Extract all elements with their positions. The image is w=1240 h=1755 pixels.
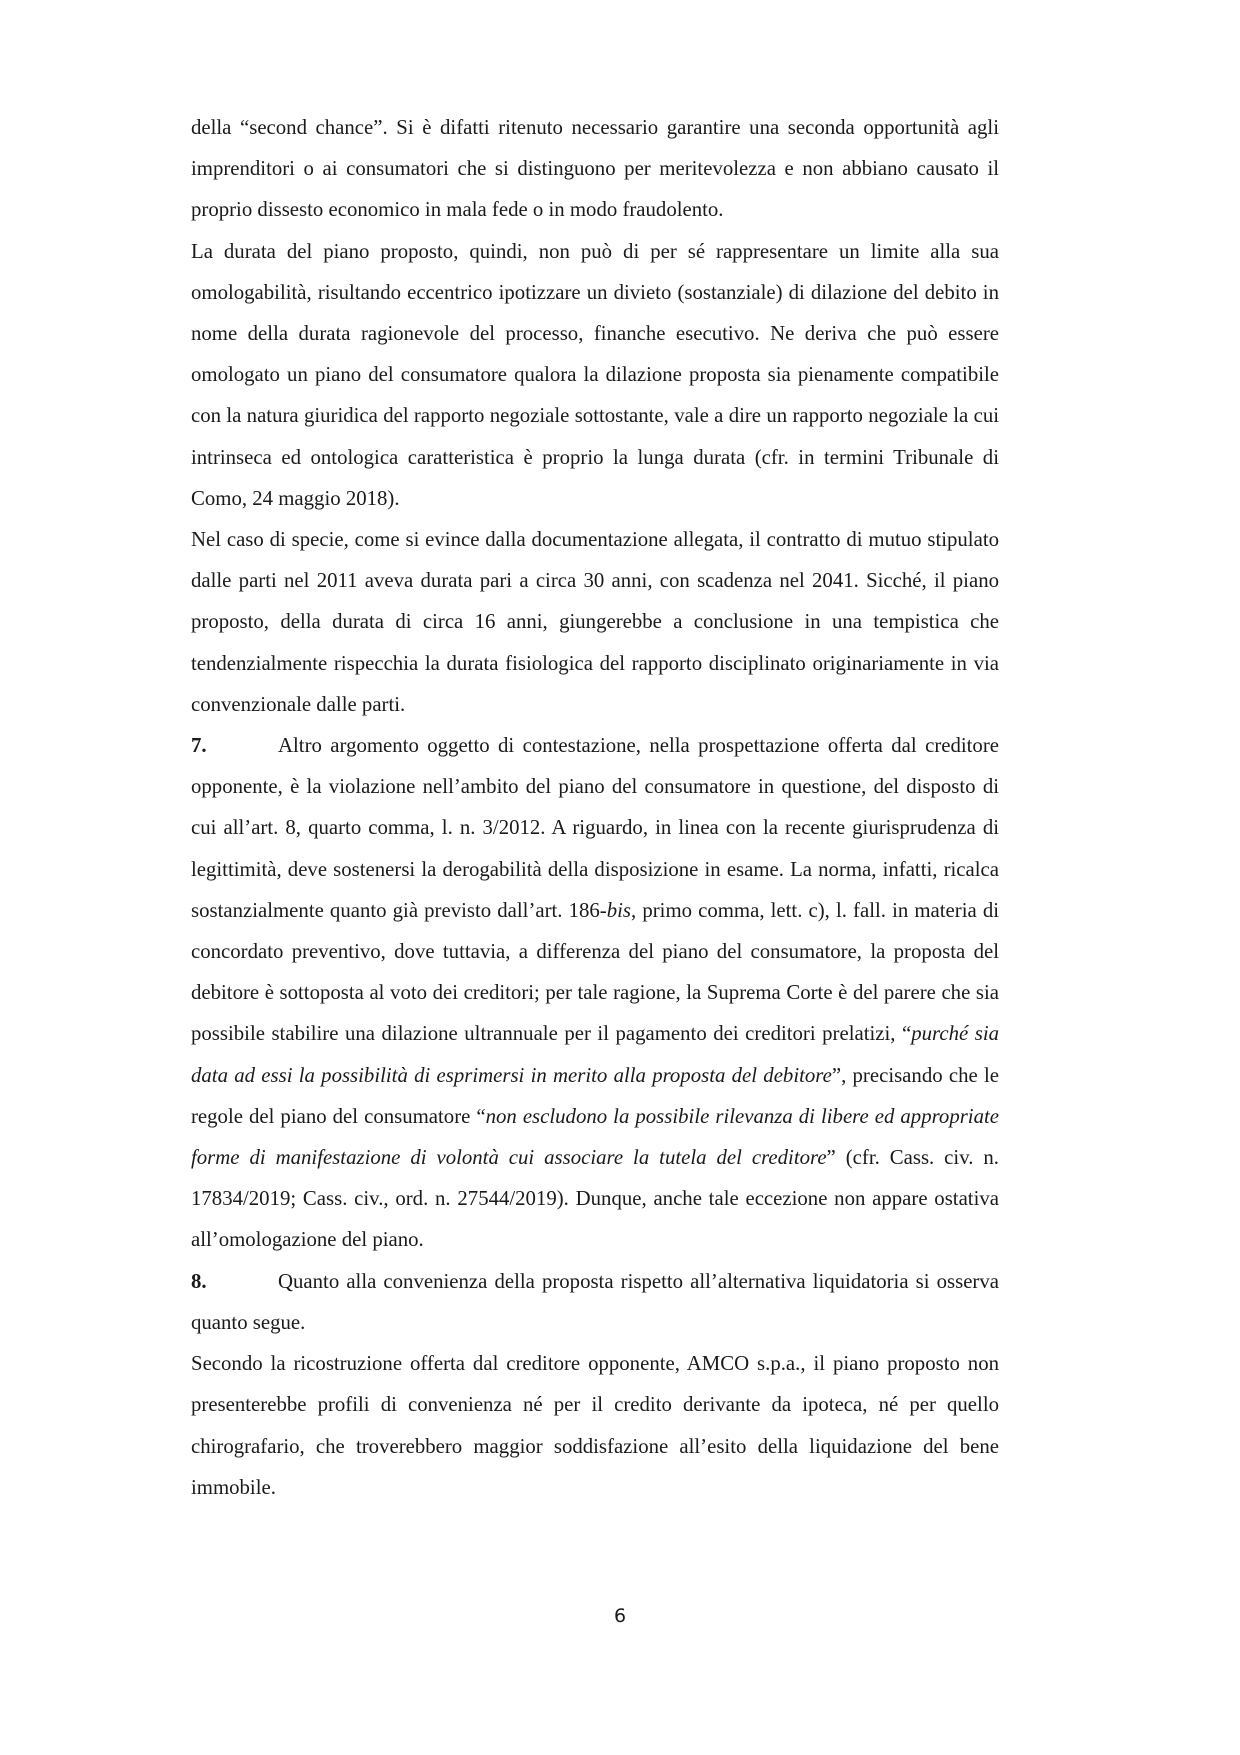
document-body (191, 107, 999, 1508)
numbered-paragraph (191, 1261, 999, 1343)
paragraph-text: ”, precisando che le regole del piano del consumatore “ (191, 1063, 999, 1128)
quotation-italic: purché sia data ad essi la possibilità di esprimersi in merito alla proposta del debitore (191, 1022, 1000, 1087)
paragraph-text-italic: bis (606, 898, 632, 922)
paragraph-text: ” (cfr. Cass. civ. n. 17834/2019; Cass. civ., ord. n. 27544/2019). Dunque, anche tale eccezione non appare ostativa all’omologazione del piano. (191, 1146, 999, 1252)
paragraph-text: Secondo la ricostruzione offerta dal creditore opponente, AMCO s.p.a., il piano proposto non presenterebbe profili di convenienza né per il credito derivante da ipoteca, né per quello chirografario, che troverebbero maggior soddisfazione all’esito della liquidazione del bene immobile. (191, 1352, 999, 1499)
paragraph-text: Altro argomento oggetto di contestazione, nella prospettazione offerta dal creditore opponente, è la violazione nell’ambito del piano del consumatore in questione, del disposto di cui all’art. 8, quarto comma, l. n. 3/2012. A riguardo, in linea con la recente giurisprudenza di legittimità, deve sostenersi la derogabilità della disposizione in esame. La norma, infatti, ricalca sostanzialmente quanto già previsto dall’art. 186- (191, 734, 999, 922)
paragraph-text: , primo comma, lett. c), l. fall. in materia di concordato preventivo, dove tuttavia, a differenza del piano del consumatore, la proposta del debitore è sottoposta al voto dei creditori; per tale ragione, la Suprema Corte è del parere che sia possibile stabilire una dilazione ultrannuale per il pagamento dei creditori prelatizi, “ (191, 898, 999, 1046)
paragraph-text: La durata del piano proposto, quindi, non può di per sé rappresentare un limite alla sua omologabilità, risultando eccentrico ipotizzare un divieto (sostanziale) di dilazione del debito in nome della durata ragionevole del processo, finanche esecutivo. Ne deriva che può essere omologato un piano del consumatore qualora la dilazione proposta sia pienamente compatibile con la natura giuridica del rapporto negoziale sottostante, vale a dire un rapporto negoziale la cui intrinseca ed ontologica caratteristica è proprio la lunga durata (cfr. in termini Tribunale di Como, 24 maggio 2018). (191, 239, 999, 510)
paragraph (191, 107, 999, 231)
paragraph (191, 519, 999, 725)
paragraph-number: 7. (191, 734, 207, 758)
quotation-italic: non escludono la possibile rilevanza di libere ed appropriate forme di manifestazione di volontà cui associare la tutela del creditore (191, 1104, 999, 1170)
paragraph-text: della “second chance”. Si è difatti ritenuto necessario garantire una seconda opportunità agli imprenditori o ai consumatori che si distinguono per meritevolezza e non abbiano causato il proprio dissesto economico in mala fede o in modo fraudolento. (191, 116, 999, 222)
paragraph-text: Quanto alla convenienza della proposta rispetto all’alternativa liquidatoria si osserva quanto segue. (191, 1269, 999, 1334)
paragraph-number: 8. (191, 1269, 207, 1293)
paragraph (191, 1343, 999, 1508)
page-number: 6 (613, 1605, 627, 1627)
numbered-paragraph (191, 725, 999, 1261)
paragraph (191, 231, 999, 519)
paragraph-text: Nel caso di specie, come si evince dalla documentazione allegata, il contratto di mutuo stipulato dalle parti nel 2011 aveva durata pari a circa 30 anni, con scadenza nel 2041. Sicché, il piano proposto, della durata di circa 16 anni, giungerebbe a conclusione in una tempistica che tendenzialmente rispecchia la durata fisiologica del rapporto disciplinato originariamente in via convenzionale dalle parti. (191, 528, 999, 716)
